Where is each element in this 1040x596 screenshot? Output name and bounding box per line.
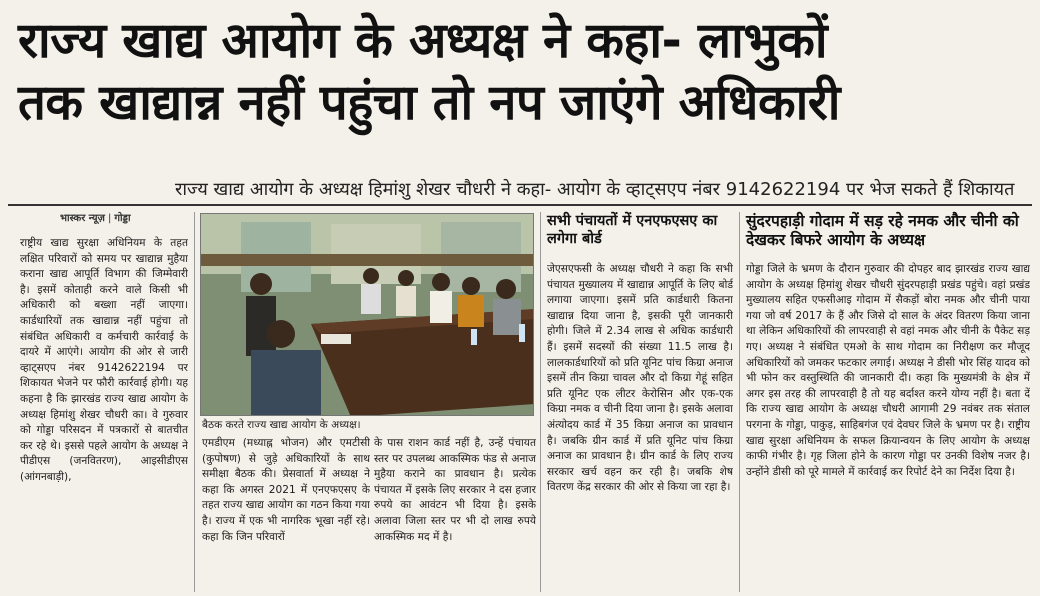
section-heading-panchayat-board: सभी पंचायतों में एनएफएसए का लगेगा बोर्ड [547, 213, 718, 247]
subheadline: राज्य खाद्य आयोग के अध्यक्ष हिमांशु शेखर चौधरी ने कहा- आयोग के व्हाट्सएप नंबर 9142622194 पर भेज सकते हैं शिकायत [175, 179, 1015, 200]
headline [18, 10, 1028, 134]
meeting-photo-illustration [201, 214, 534, 416]
article-column-5: गोड्डा जिले के भ्रमण के दौरान गुरुवार की दोपहर बाद झारखंड राज्य खाद्य आयोग के अध्यक्ष हिमांशु शेखर चौधरी सुंदरपहाड़ी प्रखंड पहुंचे। वहां प्रखंड मुख्यालय सहित एफसीआइ गोदाम में सैकड़ों बोरा नमक और चीनी पाया गया जो वर्ष 2017 के हैं और जिसे दो साल के अंदर वितरण किया जाना था लेकिन अधिकारियों की लापरवाही से वहां नमक और चीनी के पैकेट सड़ गए। अध्यक्ष ने संबंधित एमओ के साथ गोदाम का निरीक्षण कर मौजूद अधिकारियों को जमकर फटकार लगाई। अध्यक्ष ने डीसी भोर सिंह यादव को भी फोन कर वस्तुस्थिति की जानकारी दी। कहा कि मुख्यमंत्री के क्षेत्र में अगर इस तरह की लापरवाही है तो यह बर्दाश्त करने योग्य नहीं है। बता दें कि राज्य खाद्य आयोग के अध्यक्ष चौधरी आगामी 29 नवंबर तक संताल परगना के गोड्डा, पाकुड़, साहिबगंज एवं देवघर जिले के भ्रमण पर है। राष्ट्रीय खाद्य सुरक्षा अधिनियम के सफल क्रियान्वयन के लिए आयोग के अध्यक्ष काफी गंभीर है। गृह जिला होने के कारण गोड्डा पर उनकी विशेष नजर है। उन्होंने डीसी को पूरे मामले में कार्रवाई कर रिपोर्ट देने का निर्देश दिया है। [746, 263, 1030, 478]
headline-line-2: तक खाद्यान्न नहीं पहुंचा तो नप जाएंगे अधिकारी [18, 74, 840, 131]
byline-source: भास्कर न्यूज़ [60, 213, 105, 224]
column-divider [194, 212, 195, 592]
byline-separator: | [107, 213, 112, 224]
photo-caption: बैठक करते राज्य खाद्य आयोग के अध्यक्ष। [202, 419, 361, 431]
meeting-photo [200, 213, 534, 416]
headline-line-1: राज्य खाद्य आयोग के अध्यक्ष ने कहा- लाभुकों [18, 12, 828, 69]
article-column-3: के पास राशन कार्ड नहीं है, उन्हें पंचायत स्तर पर उपलब्ध आकस्मिक फंड से अनाज मुहैया कराने का प्रावधान है। प्रत्येक पंचायत में इसके लिए सरकार ने दस हजार रुपये का आवंटन भी दिया है। इसके अलावा जिला स्तर पर भी दो लाख रुपये आकस्मिक मद में है। [374, 437, 536, 543]
section-heading-godown: सुंदरपहाड़ी गोदाम में सड़ रहे नमक और चीनी को देखकर बिफरे आयोग के अध्यक्ष [746, 212, 1019, 249]
column-divider [739, 212, 740, 592]
article-column-4: जेएसएफसी के अध्यक्ष चौधरी ने कहा कि सभी पंचायत मुख्यालय में खाद्यान्न आपूर्ति के लिए बोर्ड लगाया जाएगा। इसमें प्रति कार्डधारी कितना खाद्यान्न दिया जाना है, इसकी पूरी जानकारी होगी। जिले में 2.34 लाख से अधिक कार्डधारी हैं। इसमें सदस्यों की संख्या 11.5 लाख है। लालकार्डधारियों को प्रति यूनिट पांच किग्रा अनाज इसमें तीन किग्रा चावल और दो किग्रा गेहूं सहित प्रति यूनिट एक लीटर केरोसिन और एक-एक किग्रा नमक व चीनी दिया जाना है। इसके अलावा अंत्योदय कार्ड में 35 किग्रा अनाज का प्रावधान है। जबकि ग्रीन कार्ड में प्रति यूनिट पांच किग्रा अनाज का प्रावधान है। ग्रीन कार्ड के लिए राज्य सरकार खर्च वहन कर रही है। जबकि शेष वितरण केंद्र सरकार की ओर से किया जा रहा है। [547, 263, 733, 494]
article-column-2: एमडीएम (मध्याह्न भोजन) और एमटीसी (कुपोषण) से जुड़े अधिकारियों के साथ समीक्षा बैठक की। प्रेसवार्ता में अध्यक्ष ने कहा कि अगस्त 2021 में एनएफएसए के तहत राज्य खाद्य आयोग का गठन किया गया है। राज्य में एक भी नागरिक भूखा नहीं रहे। कहा कि जिन परिवारों [202, 437, 370, 543]
article-column-1: राष्ट्रीय खाद्य सुरक्षा अधिनियम के तहत लक्षित परिवारों को समय पर खाद्यान्न मुहैया कराना खाद्य आपूर्ति विभाग की जिम्मेवारी है। इसमें कोताही करने वाले किसी भी अधिकारी को बख्शा नहीं जाएगा। कार्डधारियों तक खाद्यान्न नहीं पहुंचा तो संबंधित अधिकारी व कर्मचारी कार्रवाई के दायरे में आएंगे। आयोग की ओर से जारी व्हाट्सएप नंबर 9142622194 पर शिकायत भेजने पर फौरी कार्रवाई होगी। यह कहना है कि झारखंड राज्य खाद्य आयोग के अध्यक्ष हिमांशु शेखर चौधरी का। वे गुरुवार को गोड्डा परिसदन में पत्रकारों से बातचीत कर रहे थे। इससे पहले आयोग के अध्यक्ष ने पीडीएस (जनवितरण), आइसीडीएस (आंगनबाड़ी), [20, 237, 188, 483]
byline-place: गोड्डा [114, 213, 131, 224]
column-divider [540, 212, 541, 592]
divider-rule [8, 204, 1032, 206]
byline [60, 210, 131, 224]
